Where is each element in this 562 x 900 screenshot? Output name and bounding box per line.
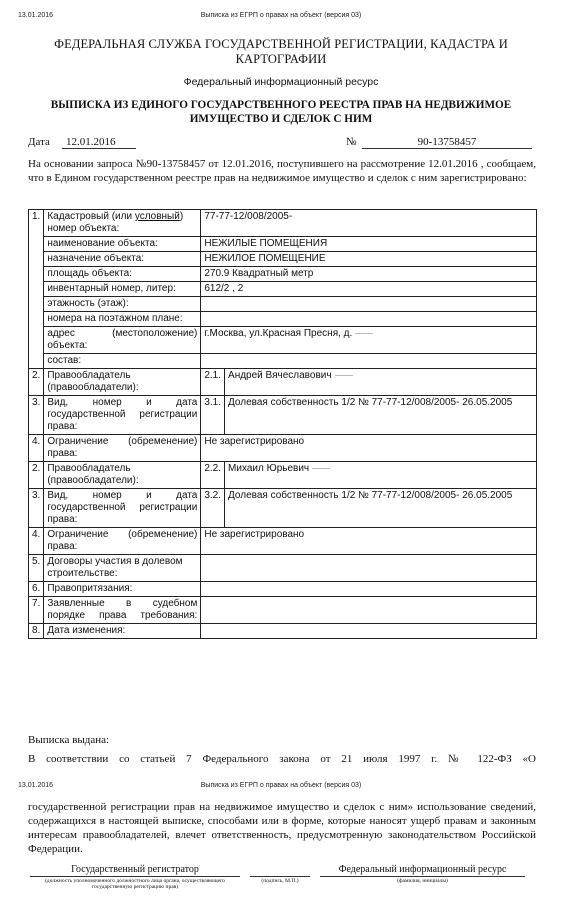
issued-label: Выписка выдана: xyxy=(28,734,110,746)
print-date: 13.01.2016 xyxy=(18,782,54,789)
document-title: ВЫПИСКА ИЗ ЕДИНОГО ГОСУДАРСТВЕННОГО РЕЕСТРА ПРАВ НА НЕДВИЖИМОЕ ИМУЩЕСТВО И СДЕЛОК С НИМ xyxy=(50,99,512,125)
composition-label: состав: xyxy=(44,354,201,369)
contracts-value xyxy=(201,555,537,582)
encumbrance-value: Не зарегистрировано xyxy=(201,435,537,462)
table-row xyxy=(29,312,537,327)
table-row: 3. Вид, номер и дата государственной регистрации права: 3.1. Долевая собственность 1/2 № 77-77-12/008/2005- 26.05.2005 xyxy=(29,396,537,435)
resource-signer: Федеральный информационный ресурс xyxy=(338,864,507,875)
print-title: Выписка из ЕГРП о правах на объект (версия 03) xyxy=(200,782,362,789)
encumbrance-value: Не зарегистрировано xyxy=(201,528,537,555)
table-row xyxy=(29,327,537,354)
print-title: Выписка из ЕГРП о правах на объект (версия 03) xyxy=(200,12,362,19)
intro-paragraph: На основании запроса №90-13758457 от 12.01.2016, поступившего на рассмотрение 12.01.2016 , сообщаем, что в Едином государственном реестре прав на недвижимое имущество и сделок с ним зарегистрировано: xyxy=(28,158,536,184)
holder-value: Андрей Вячеславович xyxy=(225,369,537,396)
row-number: 1. xyxy=(29,210,44,369)
table-row: 6. Правопритязания: xyxy=(29,582,537,597)
disputes-value xyxy=(201,597,537,624)
table-row xyxy=(29,210,537,237)
changed-label: Дата изменения: xyxy=(44,624,201,639)
resource-label: Федеральный информационный ресурс xyxy=(183,76,379,88)
claims-label: Правопритязания: xyxy=(44,582,201,597)
law-reference: В соответствии со статьей 7 Федерального закона от 21 июля 1997 г. № 122-ФЗ «О xyxy=(28,753,536,765)
number-label: № xyxy=(346,136,357,148)
table-row: 8. Дата изменения: xyxy=(29,624,537,639)
right-label: Вид, номер и дата государственной регистрации права: xyxy=(44,396,201,435)
cadastral-label: Кадастровый (или условный) номер объекта: xyxy=(44,210,201,237)
purpose-value: НЕЖИЛОЕ ПОМЕЩЕНИЕ xyxy=(201,252,537,267)
registrar-caption: (должность уполномоченного должностного лица органа, осуществляющего государственную регистрацию прав) xyxy=(45,878,225,890)
floorplan-label: номера на поэтажном плане: xyxy=(44,312,201,327)
encumbrance-label: Ограничение (обременение) права: xyxy=(44,528,201,555)
signature-line xyxy=(30,876,240,877)
registrar-title: Государственный регистратор xyxy=(71,864,199,875)
right-value: Долевая собственность 1/2 № 77-77-12/008/2005- 26.05.2005 xyxy=(225,489,537,528)
right-value: Долевая собственность 1/2 № 77-77-12/008/2005- 26.05.2005 xyxy=(225,396,537,435)
composition-value xyxy=(201,354,537,369)
encumbrance-label: Ограничение (обременение) права: xyxy=(44,435,201,462)
changed-value xyxy=(201,624,537,639)
table-row xyxy=(29,267,537,282)
claims-value xyxy=(201,582,537,597)
redaction-mark xyxy=(355,333,373,334)
table-row xyxy=(29,282,537,297)
table-row xyxy=(29,237,537,252)
table-row: 3. Вид, номер и дата государственной регистрации права: 3.2. Долевая собственность 1/2 № 77-77-12/008/2005- 26.05.2005 xyxy=(29,489,537,528)
right-label: Вид, номер и дата государственной регистрации права: xyxy=(44,489,201,528)
area-value: 270.9 Квадратный метр xyxy=(201,267,537,282)
table-row: 4. Ограничение (обременение) права: Не зарегистрировано xyxy=(29,435,537,462)
inventory-value: 612/2 , 2 xyxy=(201,282,537,297)
area-label: площадь объекта: xyxy=(44,267,201,282)
name-caption: (фамилия, инициалы) xyxy=(397,878,448,884)
holder-label: Правообладатель (правообладатели): xyxy=(44,369,201,396)
holder-label: Правообладатель (правообладатели): xyxy=(44,462,201,489)
agency-name: ФЕДЕРАЛЬНАЯ СЛУЖБА ГОСУДАРСТВЕННОЙ РЕГИСТРАЦИИ, КАДАСТРА И КАРТОГРАФИИ xyxy=(54,37,508,66)
address-label: адрес (местоположение) объекта: xyxy=(44,327,201,354)
continuation-paragraph: государственной регистрации прав на недвижимое имущество и сделок с ним» использование сведений, содержащихся в настоящей выписке, способами или в форме, которые наносят ущерб правам и законным интересам правообладателей, влечет ответственность, предусмотренную законодательством Российской Федерации. xyxy=(28,801,536,855)
table-row xyxy=(29,252,537,267)
inventory-label: инвентарный номер, литер: xyxy=(44,282,201,297)
signature-line xyxy=(250,876,310,877)
table-row xyxy=(29,354,537,369)
floors-value xyxy=(201,297,537,312)
table-row: 2. Правообладатель (правообладатели): 2.1. Андрей Вячеславович xyxy=(29,369,537,396)
table-row: 7. Заявленные в судебном порядке права требования: xyxy=(29,597,537,624)
date-value: 12.01.2016 xyxy=(62,136,136,149)
register-table xyxy=(28,209,537,639)
table-row: 5. Договоры участия в долевом строительстве: xyxy=(29,555,537,582)
address-value: г.Москва, ул.Красная Пресня, д. xyxy=(201,327,537,354)
holder-value: Михаил Юрьевич xyxy=(225,462,537,489)
floors-label: этажность (этаж): xyxy=(44,297,201,312)
number-value: 90-13758457 xyxy=(362,136,532,149)
contracts-label: Договоры участия в долевом строительстве: xyxy=(44,555,201,582)
floorplan-value xyxy=(201,312,537,327)
print-date: 13.01.2016 xyxy=(18,12,54,19)
cadastral-value: 77-77-12/008/2005- xyxy=(201,210,537,237)
signature-line xyxy=(320,876,525,877)
disputes-label: Заявленные в судебном порядке права требования: xyxy=(44,597,201,624)
table-row: 4. Ограничение (обременение) права: Не зарегистрировано xyxy=(29,528,537,555)
signature-caption: (подпись, М.П.) xyxy=(261,878,299,884)
purpose-label: назначение объекта: xyxy=(44,252,201,267)
date-label: Дата xyxy=(28,136,50,148)
table-row xyxy=(29,297,537,312)
object-name-label: наименование объекта: xyxy=(44,237,201,252)
object-name-value: НЕЖИЛЫЕ ПОМЕЩЕНИЯ xyxy=(201,237,537,252)
table-row: 2. Правообладатель (правообладатели): 2.2. Михаил Юрьевич xyxy=(29,462,537,489)
